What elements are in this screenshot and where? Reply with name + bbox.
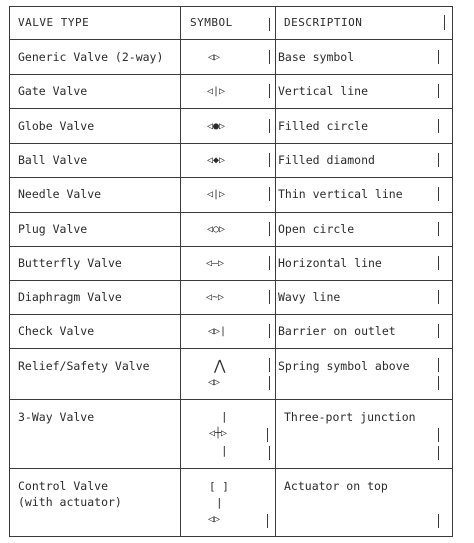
- valve-symbol: ◁▷: [208, 514, 221, 525]
- valve-type-cell: Generic Valve (2-way): [18, 50, 164, 64]
- valve-description-cell: Vertical line: [278, 84, 369, 98]
- valve-type-cell: Relief/Safety Valve: [18, 359, 150, 373]
- valve-description-cell: Barrier on outlet: [278, 324, 396, 338]
- port-line-top: |: [221, 410, 228, 423]
- valve-description-cell: Actuator on top: [284, 479, 388, 493]
- valve-type-cell: Control Valve: [18, 479, 109, 493]
- valve-description-cell: Horizontal line: [278, 256, 382, 270]
- valve-symbol: ◁|▷: [207, 189, 226, 200]
- valve-type-cell: Gate Valve: [18, 84, 88, 98]
- valve-symbol: ◁▷: [208, 377, 221, 388]
- valve-symbol: ◁○▷: [207, 224, 226, 235]
- valve-symbol: ◁●▷: [207, 121, 226, 132]
- header-description: DESCRIPTION: [284, 16, 363, 29]
- valve-description-cell: Thin vertical line: [278, 187, 403, 201]
- valve-symbol: ◁◆▷: [207, 155, 226, 166]
- valve-description-cell: Spring symbol above: [278, 359, 410, 373]
- actuator-box: [ ]: [209, 480, 229, 493]
- valve-description-cell: Three-port junction: [284, 410, 416, 424]
- valve-description-cell: Filled circle: [278, 119, 369, 133]
- valve-description-cell: Open circle: [278, 222, 355, 236]
- valve-description-cell: Filled diamond: [278, 153, 375, 167]
- valve-description-cell: Base symbol: [278, 50, 355, 64]
- actuator-stem: |: [216, 496, 223, 509]
- valve-symbol: ◁—▷: [206, 258, 225, 269]
- valve-type-cell-line2: (with actuator): [18, 495, 122, 509]
- valve-type-cell: Needle Valve: [18, 187, 102, 201]
- valve-type-cell: Butterfly Valve: [18, 256, 122, 270]
- valve-type-cell: Ball Valve: [18, 153, 88, 167]
- valve-type-cell: 3-Way Valve: [18, 410, 95, 424]
- valve-type-cell: Globe Valve: [18, 119, 95, 133]
- valve-type-cell: Diaphragm Valve: [18, 290, 122, 304]
- valve-symbol: ◁┼▷: [209, 428, 228, 439]
- valve-symbol: ◁~▷: [206, 292, 225, 303]
- valve-symbol: ◁|▷: [207, 86, 226, 97]
- header-valve-type: VALVE TYPE: [18, 16, 90, 29]
- valve-type-cell: Check Valve: [18, 324, 95, 338]
- valve-description-cell: Wavy line: [278, 290, 341, 304]
- valve-symbol: ◁▷|: [208, 326, 227, 337]
- spring-symbol: ⋀: [214, 358, 226, 374]
- valve-symbol: ◁▷: [208, 52, 221, 63]
- port-line-bottom: |: [221, 444, 228, 457]
- valve-type-cell: Plug Valve: [18, 222, 88, 236]
- header-symbol: SYMBOL: [190, 16, 233, 29]
